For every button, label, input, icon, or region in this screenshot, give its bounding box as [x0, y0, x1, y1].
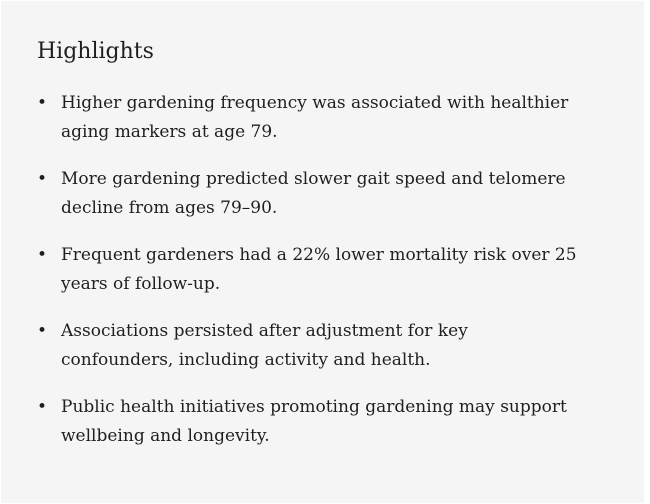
highlight-text: Public health initiatives promoting gardening may support wellbeing and longevity.: [61, 397, 567, 446]
list-item: [37, 241, 577, 299]
highlights-title: Highlights: [37, 39, 154, 64]
bullet-icon: •: [37, 169, 48, 189]
highlights-list: [37, 89, 577, 469]
highlight-text: Frequent gardeners had a 22% lower mortality risk over 25 years of follow-up.: [61, 245, 577, 294]
list-item: [37, 165, 577, 223]
list-item: [37, 89, 577, 147]
highlight-text: Associations persisted after adjustment for key confounders, including activity and health.: [61, 321, 468, 370]
bullet-icon: •: [37, 397, 48, 417]
highlights-panel: [1, 1, 644, 503]
highlight-text: Higher gardening frequency was associated with healthier aging markers at age 79.: [61, 93, 569, 142]
highlight-text: More gardening predicted slower gait speed and telomere decline from ages 79–90.: [61, 169, 566, 218]
bullet-icon: •: [37, 245, 48, 265]
list-item: [37, 317, 577, 375]
bullet-icon: •: [37, 321, 48, 341]
list-item: [37, 393, 577, 451]
bullet-icon: •: [37, 93, 48, 113]
